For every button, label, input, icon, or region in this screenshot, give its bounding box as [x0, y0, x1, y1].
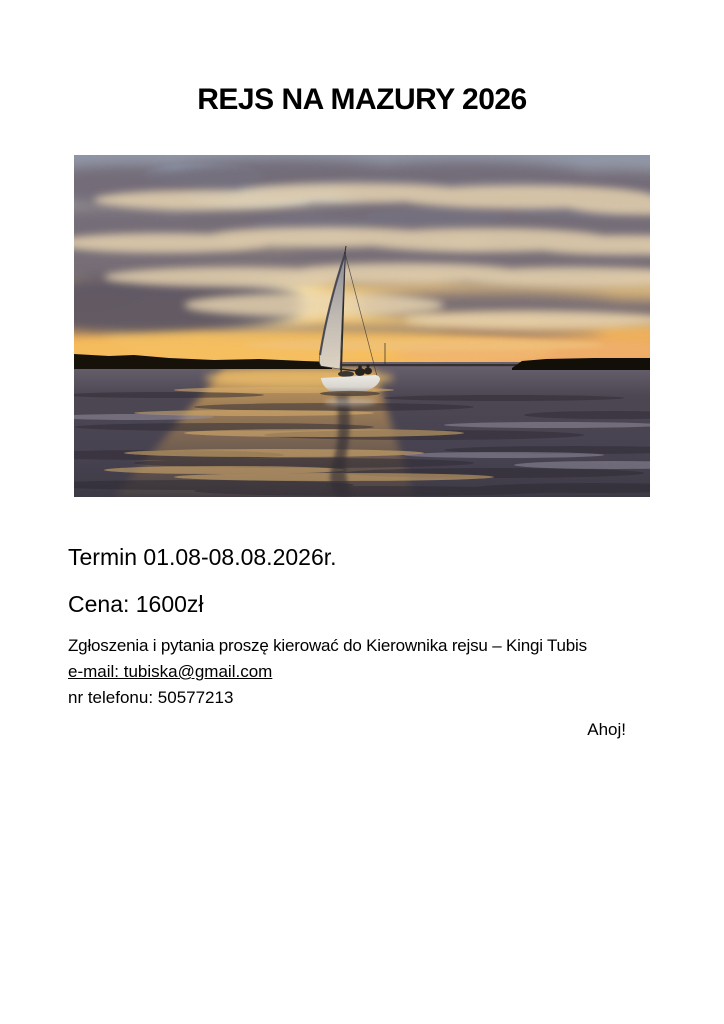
- page-title: REJS NA MAZURY 2026: [197, 83, 527, 116]
- hull-shadow: [320, 391, 380, 396]
- crew-head: [358, 365, 362, 369]
- crew-head-2: [366, 364, 369, 367]
- sky: [74, 155, 650, 371]
- hull-reflection: [324, 398, 376, 406]
- price-line: Cena: 1600zł: [68, 591, 204, 617]
- term-line: Termin 01.08-08.08.2026r.: [68, 544, 337, 570]
- signoff-text: Ahoj!: [587, 720, 626, 739]
- crew-figure-2: [364, 368, 372, 375]
- contact-line: Zgłoszenia i pytania proszę kierować do Kierownika rejsu – Kingi Tubis: [68, 636, 587, 655]
- crew-figure: [355, 368, 365, 376]
- phone-line: nr telefonu: 50577213: [68, 688, 234, 707]
- email-link[interactable]: e-mail: tubiska@gmail.com: [68, 662, 273, 681]
- cabin: [338, 371, 354, 377]
- email-line-row: [68, 659, 656, 685]
- sailboat-photo: [74, 155, 650, 497]
